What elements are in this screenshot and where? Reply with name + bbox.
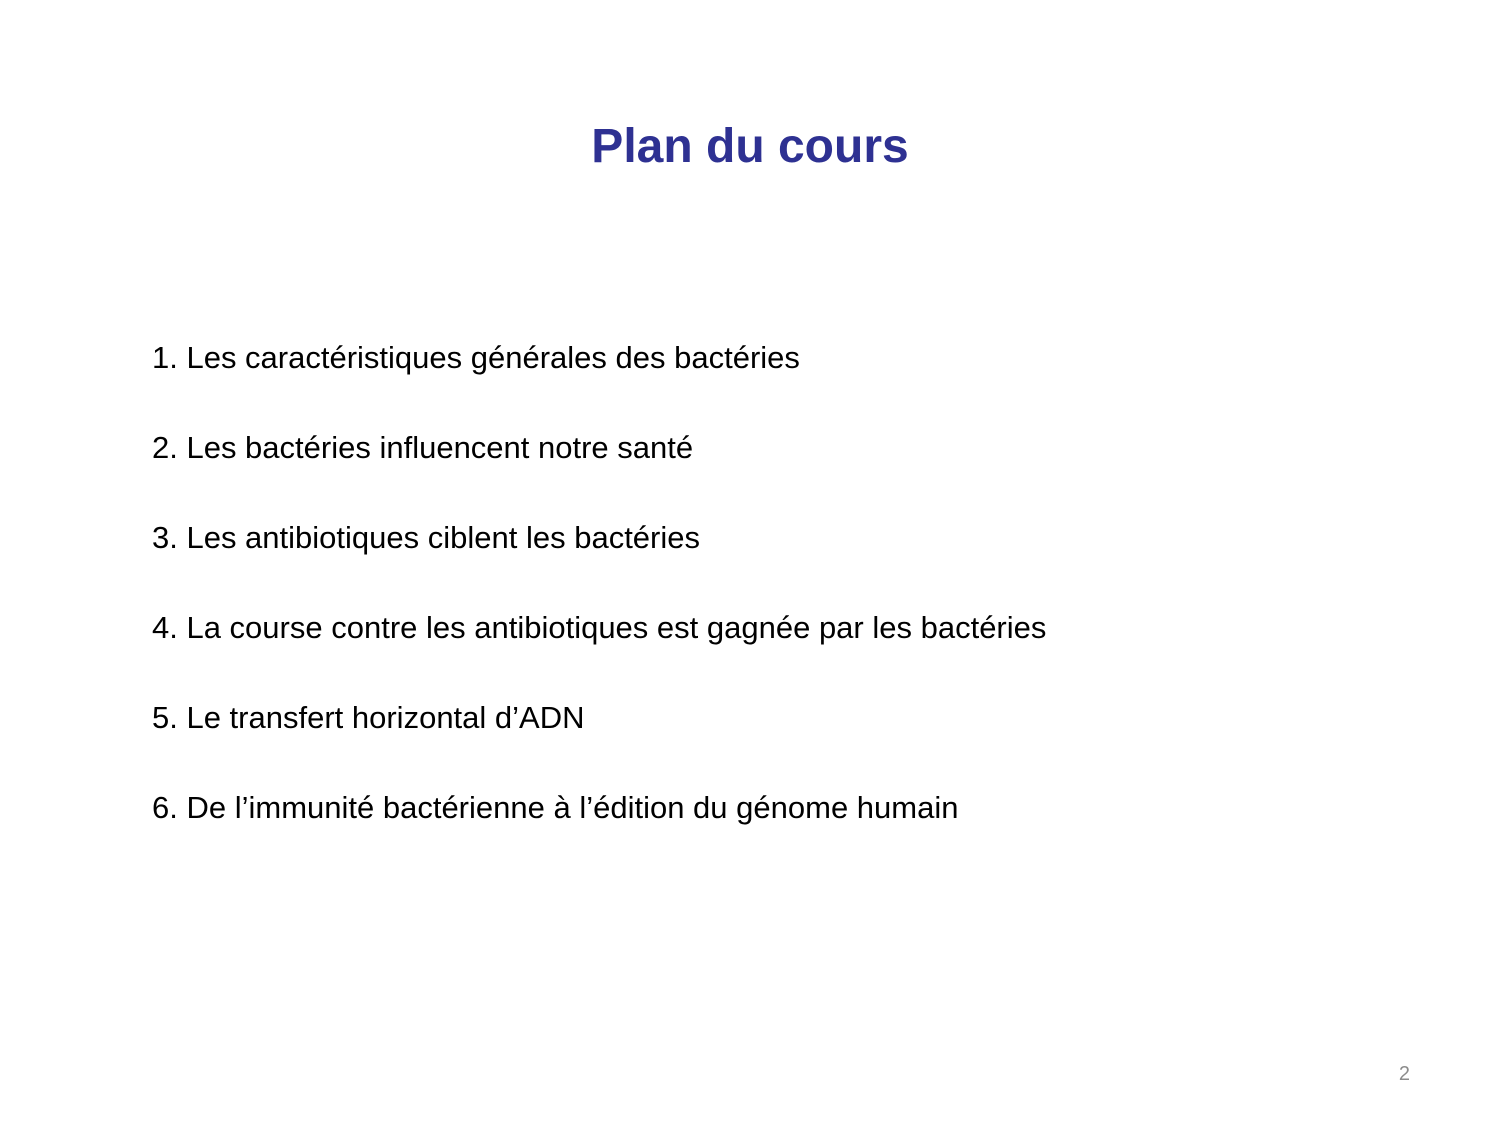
outline-item-2: 2. Les bactéries influencent notre santé xyxy=(152,430,694,465)
outline-item-4: 4. La course contre les antibiotiques est gagnée par les bactéries xyxy=(152,610,1047,645)
slide-title: Plan du cours xyxy=(591,120,909,173)
page-number: 2 xyxy=(1398,1063,1410,1085)
outline-item-3: 3. Les antibiotiques ciblent les bactéries xyxy=(152,520,700,555)
outline-item-1: 1. Les caractéristiques générales des bactéries xyxy=(152,340,800,375)
outline-item-6: 6. De l’immunité bactérienne à l’édition du génome humain xyxy=(152,790,959,825)
course-outline-list xyxy=(152,334,1352,874)
outline-item-5: 5. Le transfert horizontal d’ADN xyxy=(152,700,585,735)
